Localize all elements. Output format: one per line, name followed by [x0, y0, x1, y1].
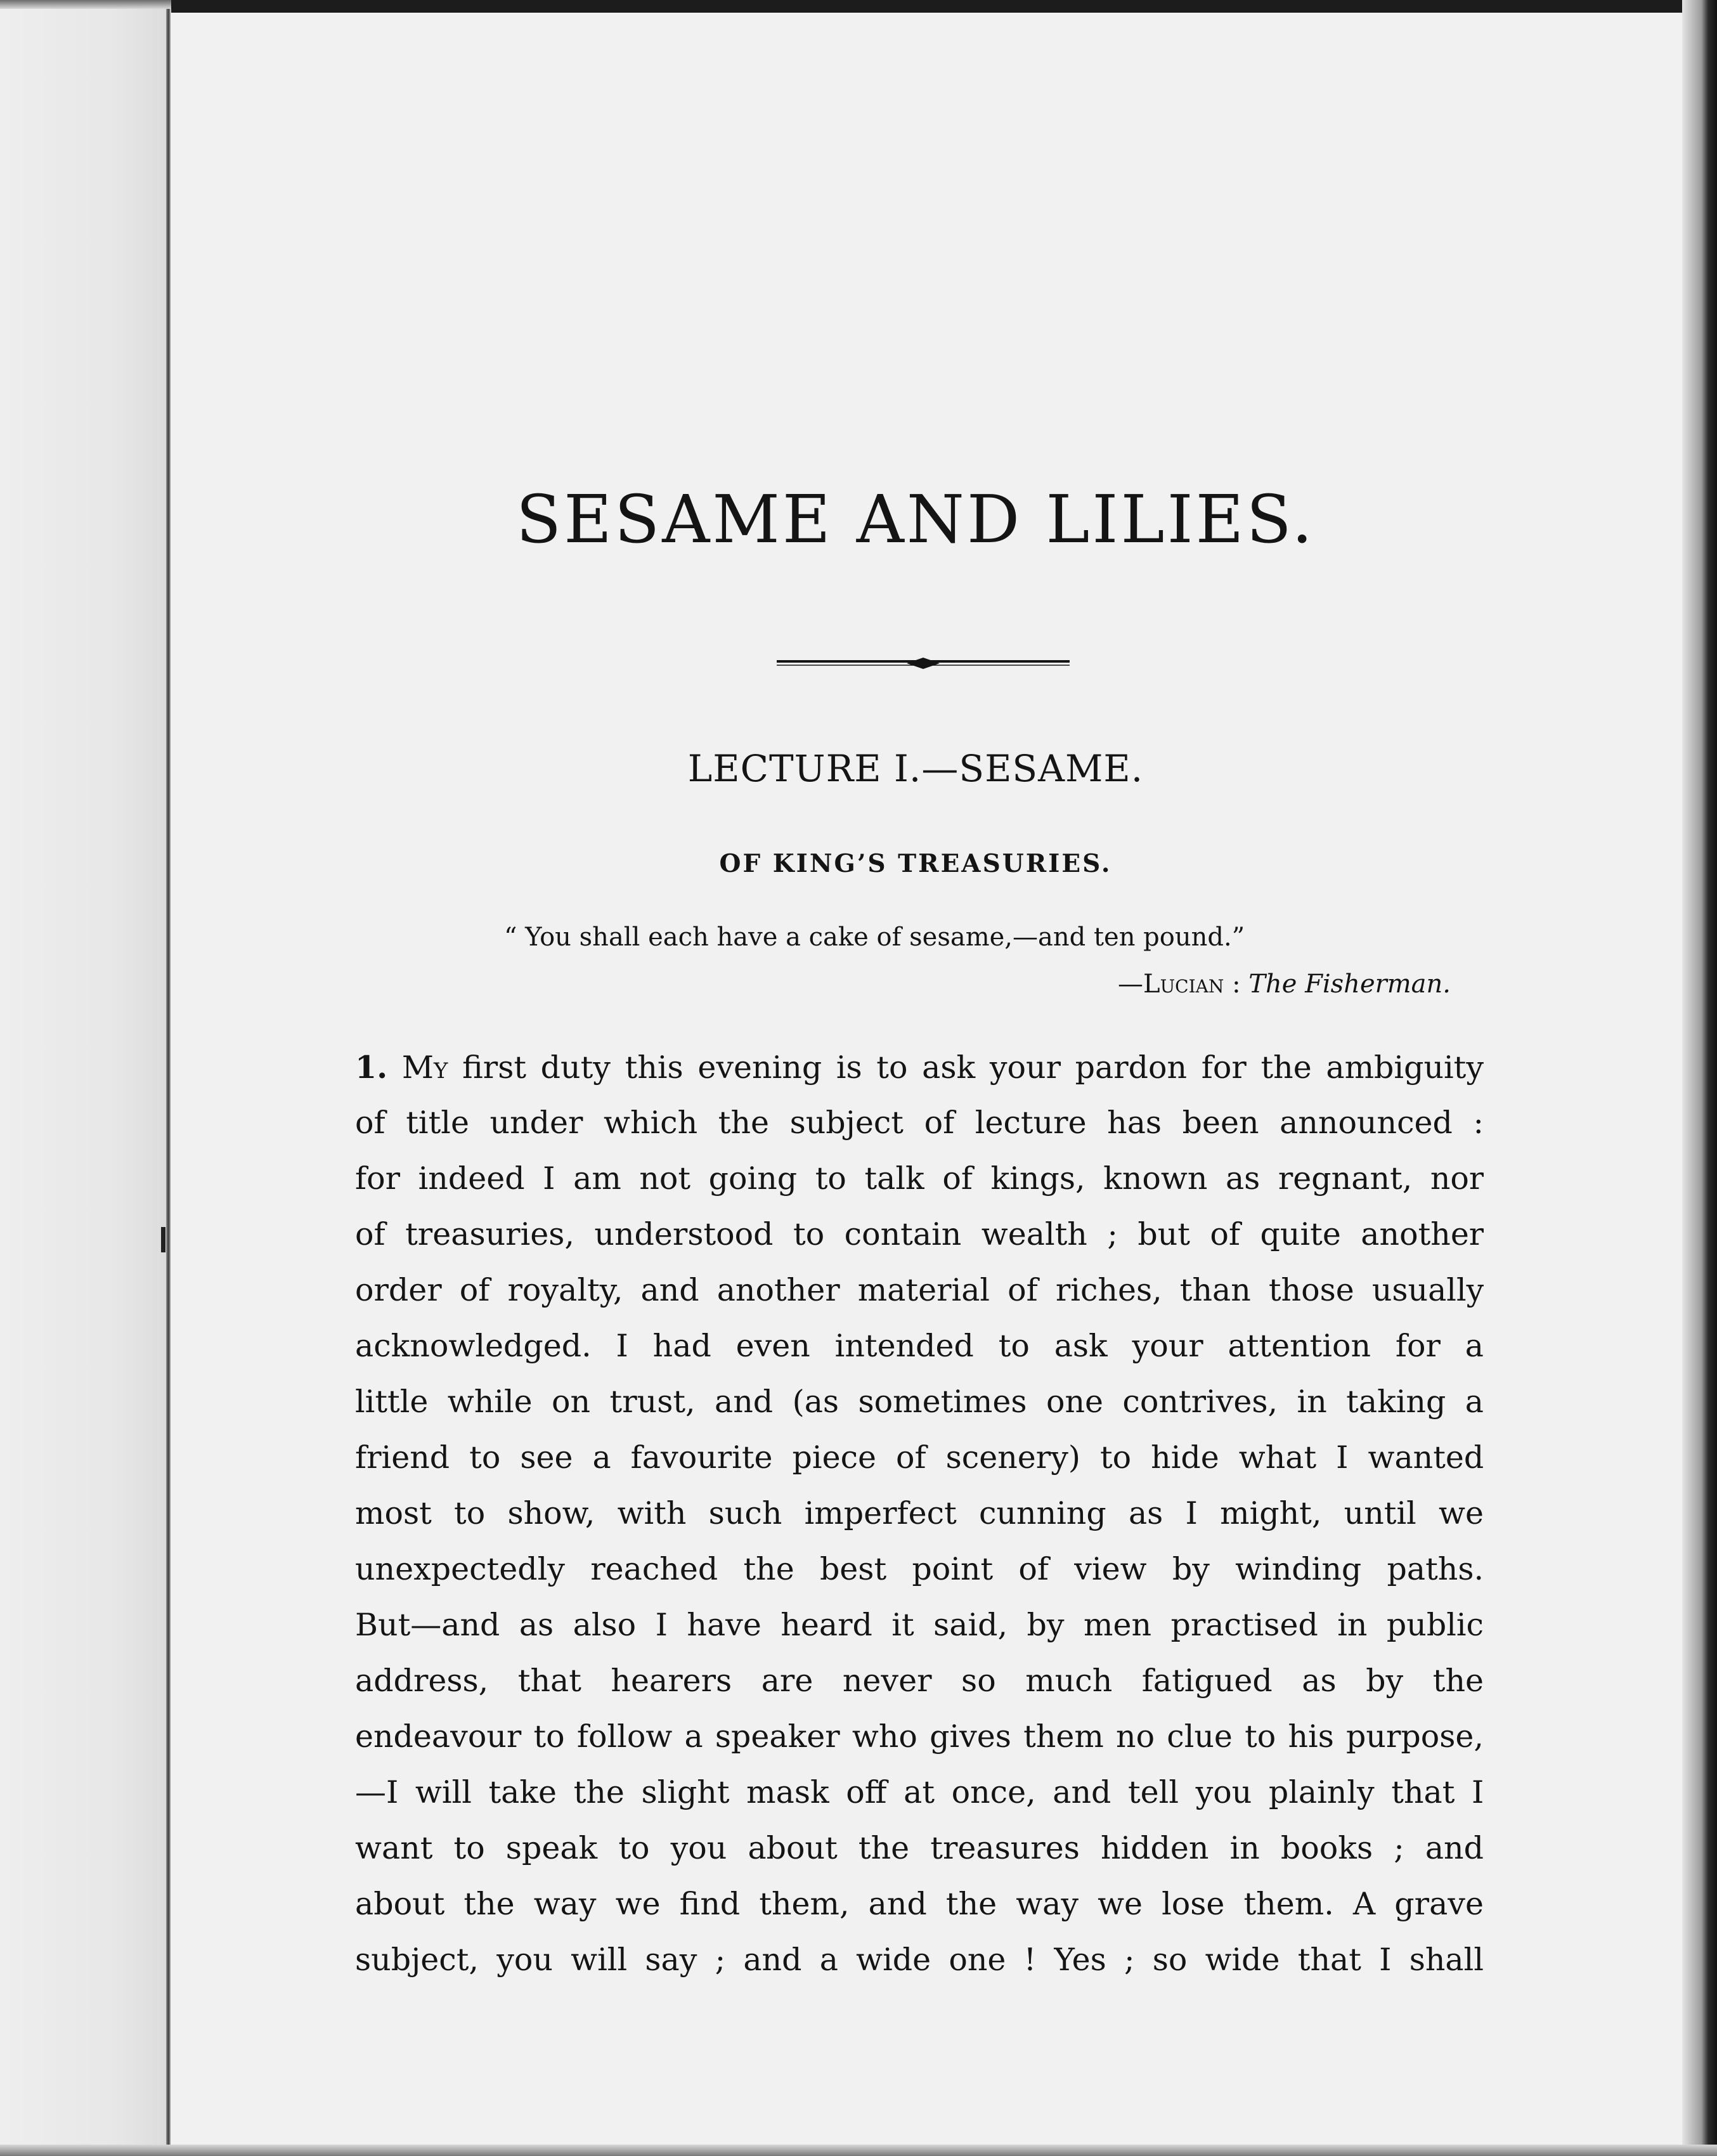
text-line: of title under which the subject of lecture has been announced : [355, 1105, 1484, 1141]
text-line [355, 1039, 1484, 1095]
text-line: endeavour to follow a speaker who gives them no clue to his purpose, [355, 1718, 1484, 1755]
paragraph-1 [355, 1039, 1484, 1988]
text-line: —I will take the slight mask off at once, and tell you plainly that I [355, 1774, 1484, 1810]
epigraph-work: The Fisherman. [1248, 970, 1451, 999]
text-line: But—and as also I have heard it said, by men practised in public [355, 1607, 1484, 1643]
epigraph-attribution [1118, 970, 1451, 999]
book-title: SESAME AND LILIES. [515, 481, 1316, 558]
text-line: for indeed I am not going to talk of kings, known as regnant, nor [355, 1160, 1484, 1197]
text-line: want to speak to you about the treasures hidden in books ; and [355, 1830, 1484, 1866]
text-line: acknowledged. I had even intended to ask your attention for a [355, 1328, 1484, 1364]
text-line: friend to see a favourite piece of scenery) to hide what I wanted [355, 1439, 1484, 1476]
text-line: most to show, with such imperfect cunning as I might, until we [355, 1495, 1484, 1531]
text-line: subject, you will say ; and a wide one ! Yes ; so wide that I shall [355, 1942, 1484, 1978]
epigraph-quote: “ You shall each have a cake of sesame,—and ten pound.” [504, 923, 1245, 952]
paragraph-number: 1. [355, 1049, 388, 1086]
lead-word: My [401, 1049, 448, 1086]
attribution-dash: — [1118, 970, 1143, 999]
lecture-heading: LECTURE I.—SESAME. [687, 747, 1144, 790]
attribution-separator: : [1224, 970, 1249, 999]
ornamental-rule [777, 653, 1070, 672]
epigraph-author: Lucian [1143, 970, 1224, 999]
line-text: first duty this evening is to ask your pardon for the ambiguity [448, 1049, 1484, 1086]
text-line: address, that hearers are never so much fatigued as by the [355, 1663, 1484, 1699]
lecture-subheading: OF KING’S TREASURIES. [719, 849, 1112, 878]
text-line: little while on trust, and (as sometimes one contrives, in taking a [355, 1384, 1484, 1420]
text-line: order of royalty, and another material of riches, than those usually [355, 1272, 1484, 1308]
text-line: about the way we find them, and the way we lose them. A grave [355, 1886, 1484, 1922]
text-line: of treasuries, understood to contain wealth ; but of quite another [355, 1216, 1484, 1252]
text-line: unexpectedly reached the best point of view by winding paths. [355, 1551, 1484, 1587]
